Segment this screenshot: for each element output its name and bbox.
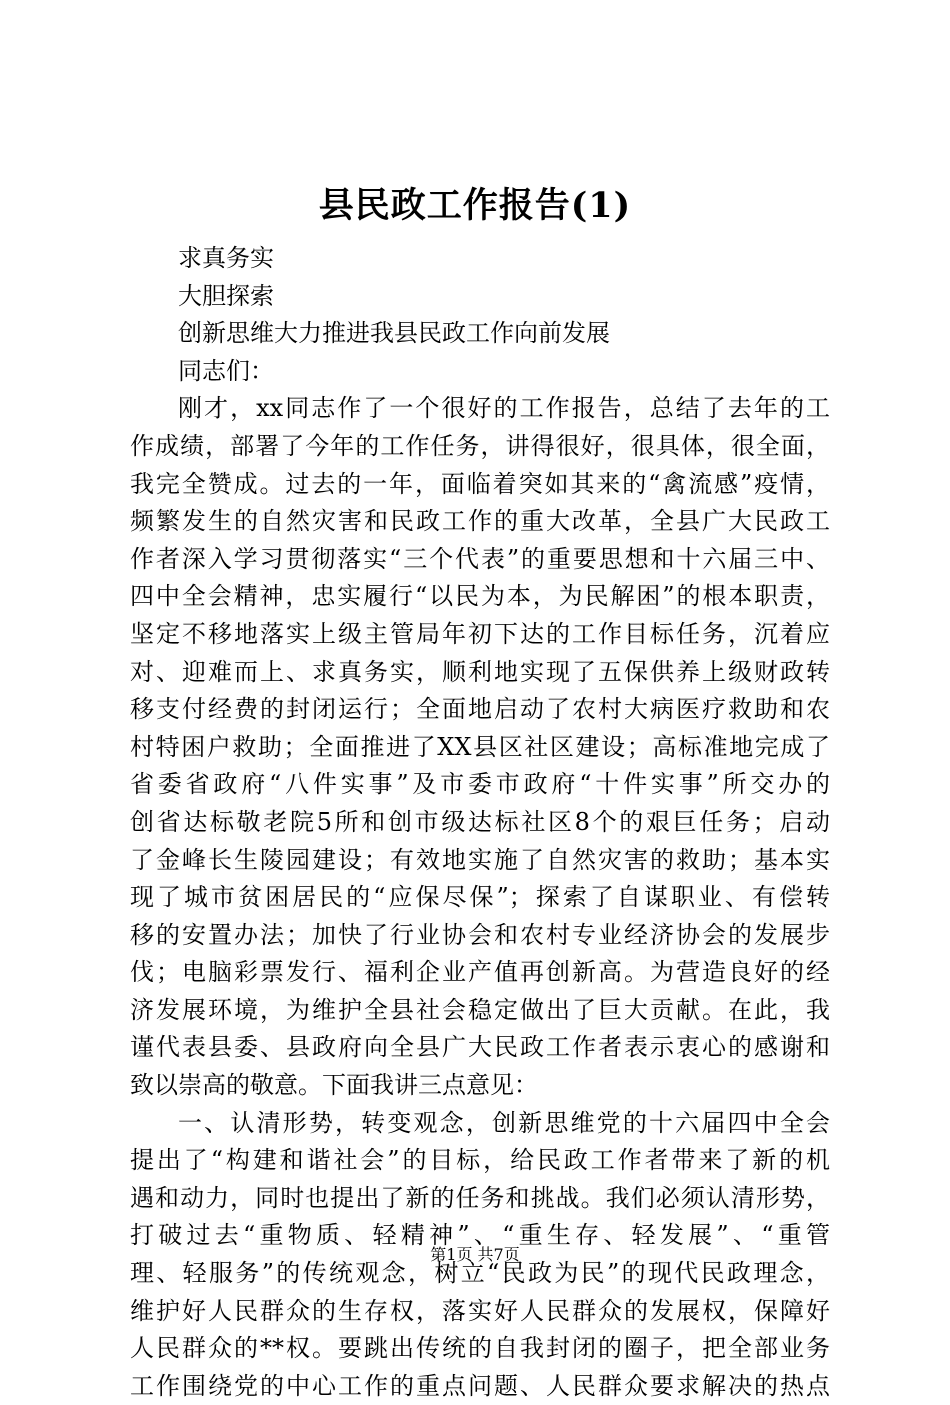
text-line: 村特困户救助；全面推进了XX县区社区建设；高标准地完成了	[130, 732, 830, 761]
text-line: 频繁发生的自然灾害和民政工作的重大改革，全县广大民政工	[130, 507, 830, 536]
text-line: 对、迎难而上、求真务实，顺利地实现了五保供养上级财政转	[130, 657, 830, 686]
text-line: 刚才，xx同志作了一个很好的工作报告，总结了去年的工	[178, 394, 830, 423]
text-line: 工作围绕党的中心工作的重点问题、人民群众要求解决的热点	[130, 1371, 830, 1400]
text-line: 坚定不移地落实上级主管局年初下达的工作目标任务，沉着应	[130, 619, 830, 648]
text-line: 济发展环境，为维护全县社会稳定做出了巨大贡献。在此，我	[130, 995, 830, 1024]
text-line: 现了城市贫困居民的“应保尽保”；探索了自谋职业、有偿转	[130, 883, 830, 912]
text-line: 提出了“构建和谐社会”的目标，给民政工作者带来了新的机	[130, 1146, 830, 1175]
document-title: 县民政工作报告(1)	[318, 185, 632, 226]
text-line: 遇和动力，同时也提出了新的任务和挑战。我们必须认清形势，	[130, 1183, 830, 1212]
text-line: 创省达标敬老院5所和创市级达标社区8个的艰巨任务；启动	[130, 807, 830, 836]
text-line: 了金峰长生陵园建设；有效地实施了自然灾害的救助；基本实	[130, 845, 830, 874]
document-body	[130, 240, 830, 1405]
text-line: 打破过去“重物质、轻精神”、“重生存、轻发展”、“重管	[130, 1221, 830, 1250]
text-line: 创新思维大力推进我县民政工作向前发展	[178, 319, 610, 348]
text-line: 维护好人民群众的生存权，落实好人民群众的发展权，保障好	[130, 1296, 830, 1325]
page-footer: 第1页 共7页	[430, 1245, 520, 1264]
text-line: 我完全赞成。过去的一年，面临着突如其来的“禽流感”疫情，	[130, 469, 830, 498]
text-line: 同志们：	[178, 356, 274, 385]
text-line: 谨代表县委、县政府向全县广大民政工作者表示衷心的感谢和	[130, 1033, 830, 1062]
text-line: 伐；电脑彩票发行、福利企业产值再创新高。为营造良好的经	[130, 958, 830, 987]
text-line: 四中全会精神，忠实履行“以民为本，为民解困”的根本职责，	[130, 582, 830, 611]
text-line: 致以崇高的敬意。下面我讲三点意见：	[130, 1071, 538, 1100]
text-line: 作成绩，部署了今年的工作任务，讲得很好，很具体，很全面，	[130, 431, 830, 460]
text-line: 作者深入学习贯彻落实“三个代表”的重要思想和十六届三中、	[130, 544, 830, 573]
text-line: 省委省政府“八件实事”及市委市政府“十件实事”所交办的	[130, 770, 830, 799]
text-line: 移支付经费的封闭运行；全面地启动了农村大病医疗救助和农	[130, 695, 830, 724]
text-line: 移的安置办法；加快了行业协会和农村专业经济协会的发展步	[130, 920, 830, 949]
text-line: 人民群众的**权。要跳出传统的自我封闭的圈子，把全部业务	[130, 1334, 830, 1363]
text-line: 大胆探索	[178, 281, 274, 310]
text-line: 理、轻服务”的传统观念，树立“民政为民”的现代民政理念，	[130, 1259, 830, 1288]
text-line: 求真务实	[178, 244, 274, 272]
text-line: 一、认清形势，转变观念，创新思维党的十六届四中全会	[178, 1108, 830, 1137]
